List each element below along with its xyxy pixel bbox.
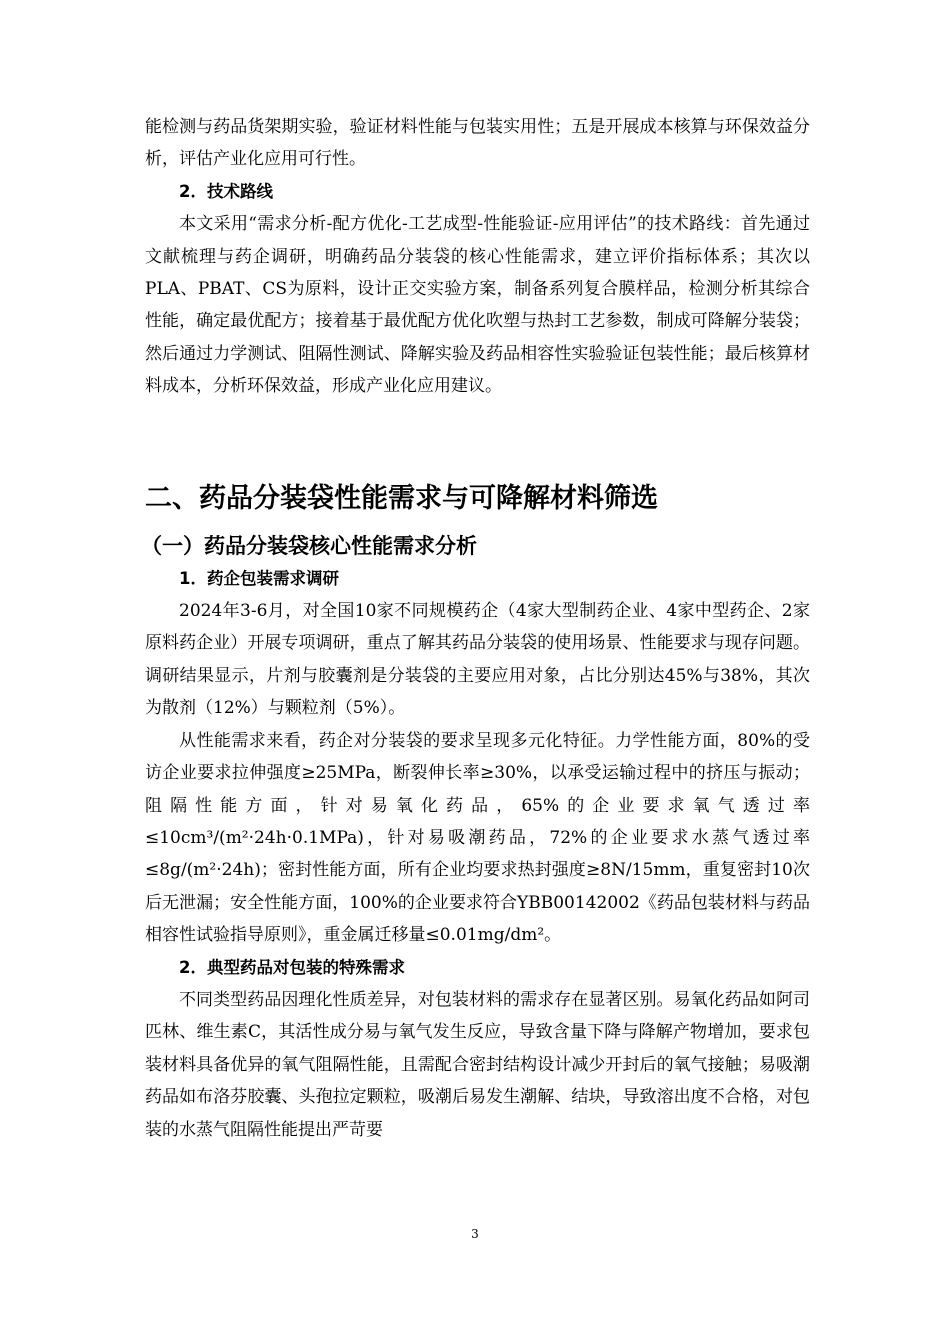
page-number: 3 xyxy=(471,1227,479,1241)
page-content xyxy=(141,111,810,1146)
paragraph: 从性能需求来看，药企对分装袋的要求呈现多元化特征。力学性能方面，80%的受访企业要求拉伸强度≥25MPa，断裂伸长率≥30%，以承受运输过程中的挤压与振动；阻隔性能方面，针对易氧化药品，65%的企业要求氧气透过率≤10cm³/(m²·24h·0.1MPa)，针对易吸潮药品，72%的企业要求水蒸气透过率≤8g/(m²·24h)；密封性能方面，所有企业均要求热封强度≥8N/15mm，重复密封10次后无泄漏；安全性能方面，100%的企业要求符合YBB00142002《药品包装材料与药品相容性试验指导原则》，重金属迁移量≤0.01mg/dm²。 xyxy=(145,730,810,946)
paragraph: 2024年3-6月，对全国10家不同规模药企（4家大型制药企业、4家中型药企、2家原料药企业）开展专项调研，重点了解其药品分装袋的使用场景、性能要求与现存问题。调研结果显示，片剂与胶囊剂是分装袋的主要应用对象，占比分别达45%与38%，其次为散剂（12%）与颗粒剂（5%）。 xyxy=(145,601,810,719)
paragraph: 本文采用“需求分析-配方优化-工艺成型-性能验证-应用评估”的技术路线：首先通过文献梳理与药企调研，明确药品分装袋的核心性能需求，建立评价指标体系；其次以PLA、PBAT、CS为原料，设计正交实验方案，制备系列复合膜样品，检测分析其综合性能，确定最优配方；接着基于最优配方优化吹塑与热封工艺参数，制成可降解分装袋；然后通过力学测试、阻隔性测试、降解实验及药品相容性实验验证包装性能；最后核算材料成本，分析环保效益，形成产业化应用建议。 xyxy=(145,214,810,397)
subsection-heading: 1．药企包装需求调研 xyxy=(179,568,339,588)
paragraph: 不同类型药品因理化性质差异，对包装材料的需求存在显著区别。易氧化药品如阿司匹林、维生素C，其活性成分易与氧气发生反应，导致含量下降与降解产物增加，要求包装材料具备优异的氧气阻隔性能，且需配合密封结构设计减少开封后的氧气接触；易吸潮药品如布洛芬胶囊、头孢拉定颗粒，吸潮后易发生潮解、结块，导致溶出度不合格，对包装的水蒸气阻隔性能提出严苛要 xyxy=(145,989,810,1140)
section-heading: （一）药品分装袋核心性能需求分析 xyxy=(141,533,477,558)
subsection-heading: 2．典型药品对包装的特殊需求 xyxy=(179,957,405,977)
subsection-heading: 2．技术路线 xyxy=(179,181,273,201)
chapter-heading: 二、药品分装袋性能需求与可降解材料筛选 xyxy=(145,482,658,514)
paragraph: 能检测与药品货架期实验，验证材料性能与包装实用性；五是开展成本核算与环保效益分析，评估产业化应用可行性。 xyxy=(145,117,810,170)
